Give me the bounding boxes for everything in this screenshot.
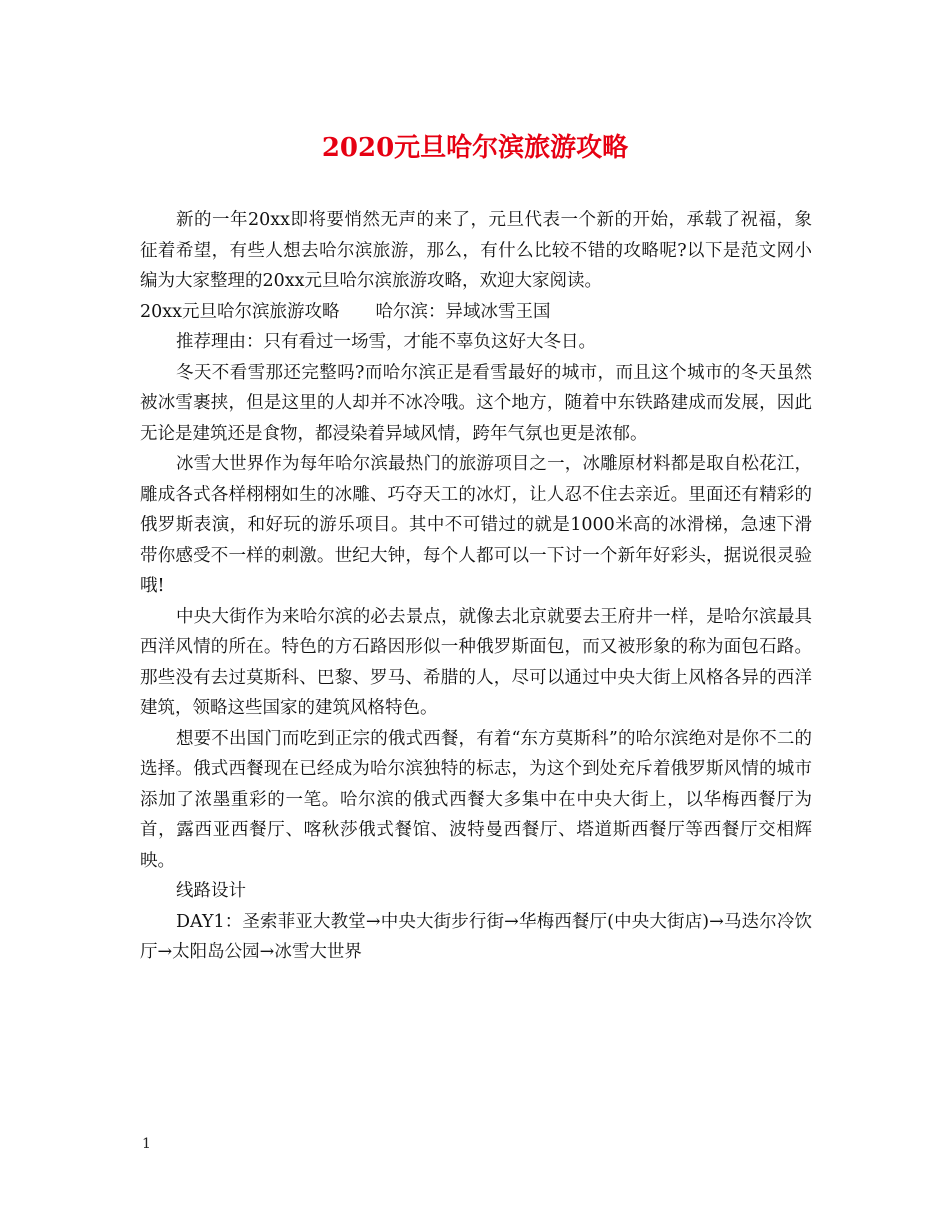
day1-route: DAY1：圣索菲亚大教堂→中央大街步行街→华梅西餐厅(中央大街店)→马迭尔冷饮厅→太阳岛公园→冰雪大世界: [140, 911, 812, 962]
recommend-paragraph: 推荐理由：只有看过一场雪，才能不辜负这好大冬日。: [176, 332, 596, 352]
subtitle-left: 20xx元旦哈尔滨旅游攻略: [140, 301, 340, 322]
central-street-paragraph: 中央大街作为来哈尔滨的必去景点，就像去北京就要去王府井一样，是哈尔滨最具西洋风情的所在。特色的方石路因形似一种俄罗斯面包，而又被形象的称为面包石路。那些没有去过莫斯科、巴黎、罗马、希腊的人，尽可以通过中央大街上风格各异的西洋建筑，领略这些国家的建筑风格特色。: [140, 606, 812, 718]
intro-paragraph: 新的一年20xx即将要悄然无声的来了，元旦代表一个新的开始，承载了祝福，象征着希望，有些人想去哈尔滨旅游，那么，有什么比较不错的攻略呢?以下是范文网小编为大家整理的20xx元旦哈尔滨旅游攻略，欢迎大家阅读。: [140, 210, 812, 291]
document-body: [140, 205, 812, 968]
route-heading: 线路设计: [176, 881, 246, 901]
subtitle-right: 哈尔滨：异域冰雪王国: [375, 301, 551, 322]
winter-paragraph: 冬天不看雪那还完整吗?而哈尔滨正是看雪最好的城市，而且这个城市的冬天虽然被冰雪裹挟，但是这里的人却并不冰冷哦。这个地方，随着中东铁路建成而发展，因此无论是建筑还是食物，都浸染着异域风情，跨年气氛也更是浓郁。: [140, 362, 812, 444]
page-number: 1: [142, 1136, 151, 1152]
iceworld-paragraph: 冰雪大世界作为每年哈尔滨最热门的旅游项目之一，冰雕原材料都是取自松花江，雕成各式各样栩栩如生的冰雕、巧夺天工的冰灯，让人忍不住去亲近。里面还有精彩的俄罗斯表演，和好玩的游乐项目。其中不可错过的就是1000米高的冰滑梯，急速下滑带你感受不一样的刺激。世纪大钟，每个人都可以一下讨一个新年好彩头，据说很灵验哦!: [140, 454, 812, 596]
document-title: 2020元旦哈尔滨旅游攻略: [321, 133, 629, 163]
subtitle-line: [140, 297, 812, 328]
food-paragraph: 想要不出国门而吃到正宗的俄式西餐，有着“东方莫斯科”的哈尔滨绝对是你不二的选择。俄式西餐现在已经成为哈尔滨独特的标志，为这个到处充斥着俄罗斯风情的城市添加了浓墨重彩的一笔。哈尔滨的俄式西餐大多集中在中央大街上，以华梅西餐厅为首，露西亚西餐厅、喀秋莎俄式餐馆、波特曼西餐厅、塔道斯西餐厅等西餐厅交相辉映。: [140, 728, 812, 871]
